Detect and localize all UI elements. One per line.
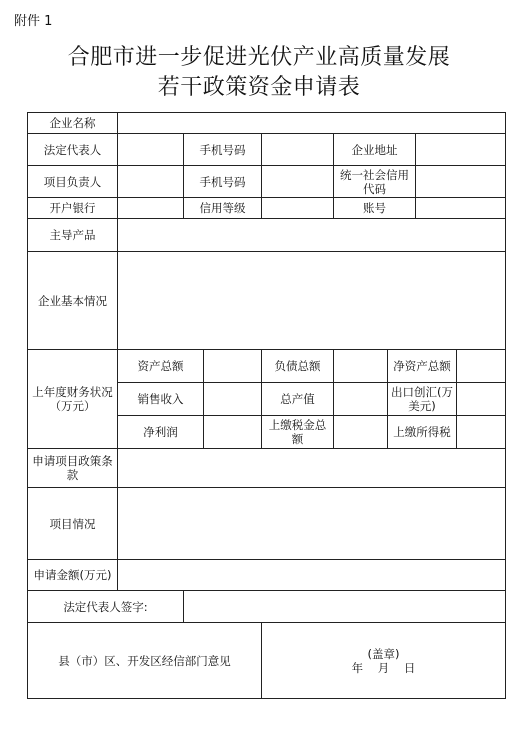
total-assets-label: 资产总额	[118, 350, 204, 383]
policy-terms-field[interactable]	[118, 449, 506, 488]
project-lead-label: 项目负责人	[28, 166, 118, 198]
net-profit-label: 净利润	[118, 416, 204, 449]
net-assets-label: 净资产总额	[388, 350, 457, 383]
signature-label: 法定代表人签字:	[28, 591, 184, 623]
sales-revenue-field[interactable]	[204, 383, 262, 416]
form-title-line1: 合肥市进一步促进光伏产业高质量发展	[67, 45, 451, 70]
export-earnings-field[interactable]	[457, 383, 506, 416]
legal-rep-phone-label: 手机号码	[184, 134, 262, 166]
bank-field[interactable]	[118, 198, 184, 219]
address-label: 企业地址	[334, 134, 416, 166]
export-earnings-label: 出口创汇(万美元)	[388, 383, 457, 416]
net-assets-field[interactable]	[457, 350, 506, 383]
amount-label: 申请金额(万元)	[28, 560, 118, 591]
total-liabilities-label: 负债总额	[262, 350, 334, 383]
bank-label: 开户银行	[28, 198, 118, 219]
main-products-label: 主导产品	[28, 219, 118, 252]
legal-rep-field[interactable]	[118, 134, 184, 166]
income-tax-label: 上缴所得税	[388, 416, 457, 449]
seal-label: (盖章)	[367, 646, 400, 661]
net-profit-field[interactable]	[204, 416, 262, 449]
company-name-field[interactable]	[118, 113, 506, 134]
legal-rep-label: 法定代表人	[28, 134, 118, 166]
tax-paid-field[interactable]	[334, 416, 388, 449]
project-info-label: 项目情况	[28, 488, 118, 560]
account-field[interactable]	[416, 198, 506, 219]
company-name-label: 企业名称	[28, 113, 118, 134]
county-opinion-label: 县（市）区、开发区经信部门意见	[28, 623, 262, 699]
tax-paid-label: 上缴税金总额	[262, 416, 334, 449]
county-opinion-field[interactable]	[262, 623, 506, 699]
main-products-field[interactable]	[118, 219, 506, 252]
credit-rating-label: 信用等级	[184, 198, 262, 219]
total-output-label: 总产值	[262, 383, 334, 416]
company-info-field[interactable]	[118, 252, 506, 350]
income-tax-field[interactable]	[457, 416, 506, 449]
date-label: 年 月 日	[351, 660, 416, 675]
amount-field[interactable]	[118, 560, 506, 591]
project-lead-phone-field[interactable]	[262, 166, 334, 198]
legal-rep-phone-field[interactable]	[262, 134, 334, 166]
account-label: 账号	[334, 198, 416, 219]
project-lead-phone-label: 手机号码	[184, 166, 262, 198]
signature-field[interactable]	[184, 591, 506, 623]
credit-code-field[interactable]	[416, 166, 506, 198]
attachment-label: 附件 1	[14, 14, 53, 29]
project-info-field[interactable]	[118, 488, 506, 560]
finance-label: 上年度财务状况（万元）	[28, 350, 118, 449]
total-liabilities-field[interactable]	[334, 350, 388, 383]
total-assets-field[interactable]	[204, 350, 262, 383]
credit-rating-field[interactable]	[262, 198, 334, 219]
form-title-line2: 若干政策资金申请表	[157, 75, 361, 100]
total-output-field[interactable]	[334, 383, 388, 416]
company-info-label: 企业基本情况	[28, 252, 118, 350]
sales-revenue-label: 销售收入	[118, 383, 204, 416]
policy-terms-label: 申请项目政策条款	[28, 449, 118, 488]
credit-code-label: 统一社会信用代码	[334, 166, 416, 198]
project-lead-field[interactable]	[118, 166, 184, 198]
address-field[interactable]	[416, 134, 506, 166]
application-form-table	[27, 112, 506, 699]
